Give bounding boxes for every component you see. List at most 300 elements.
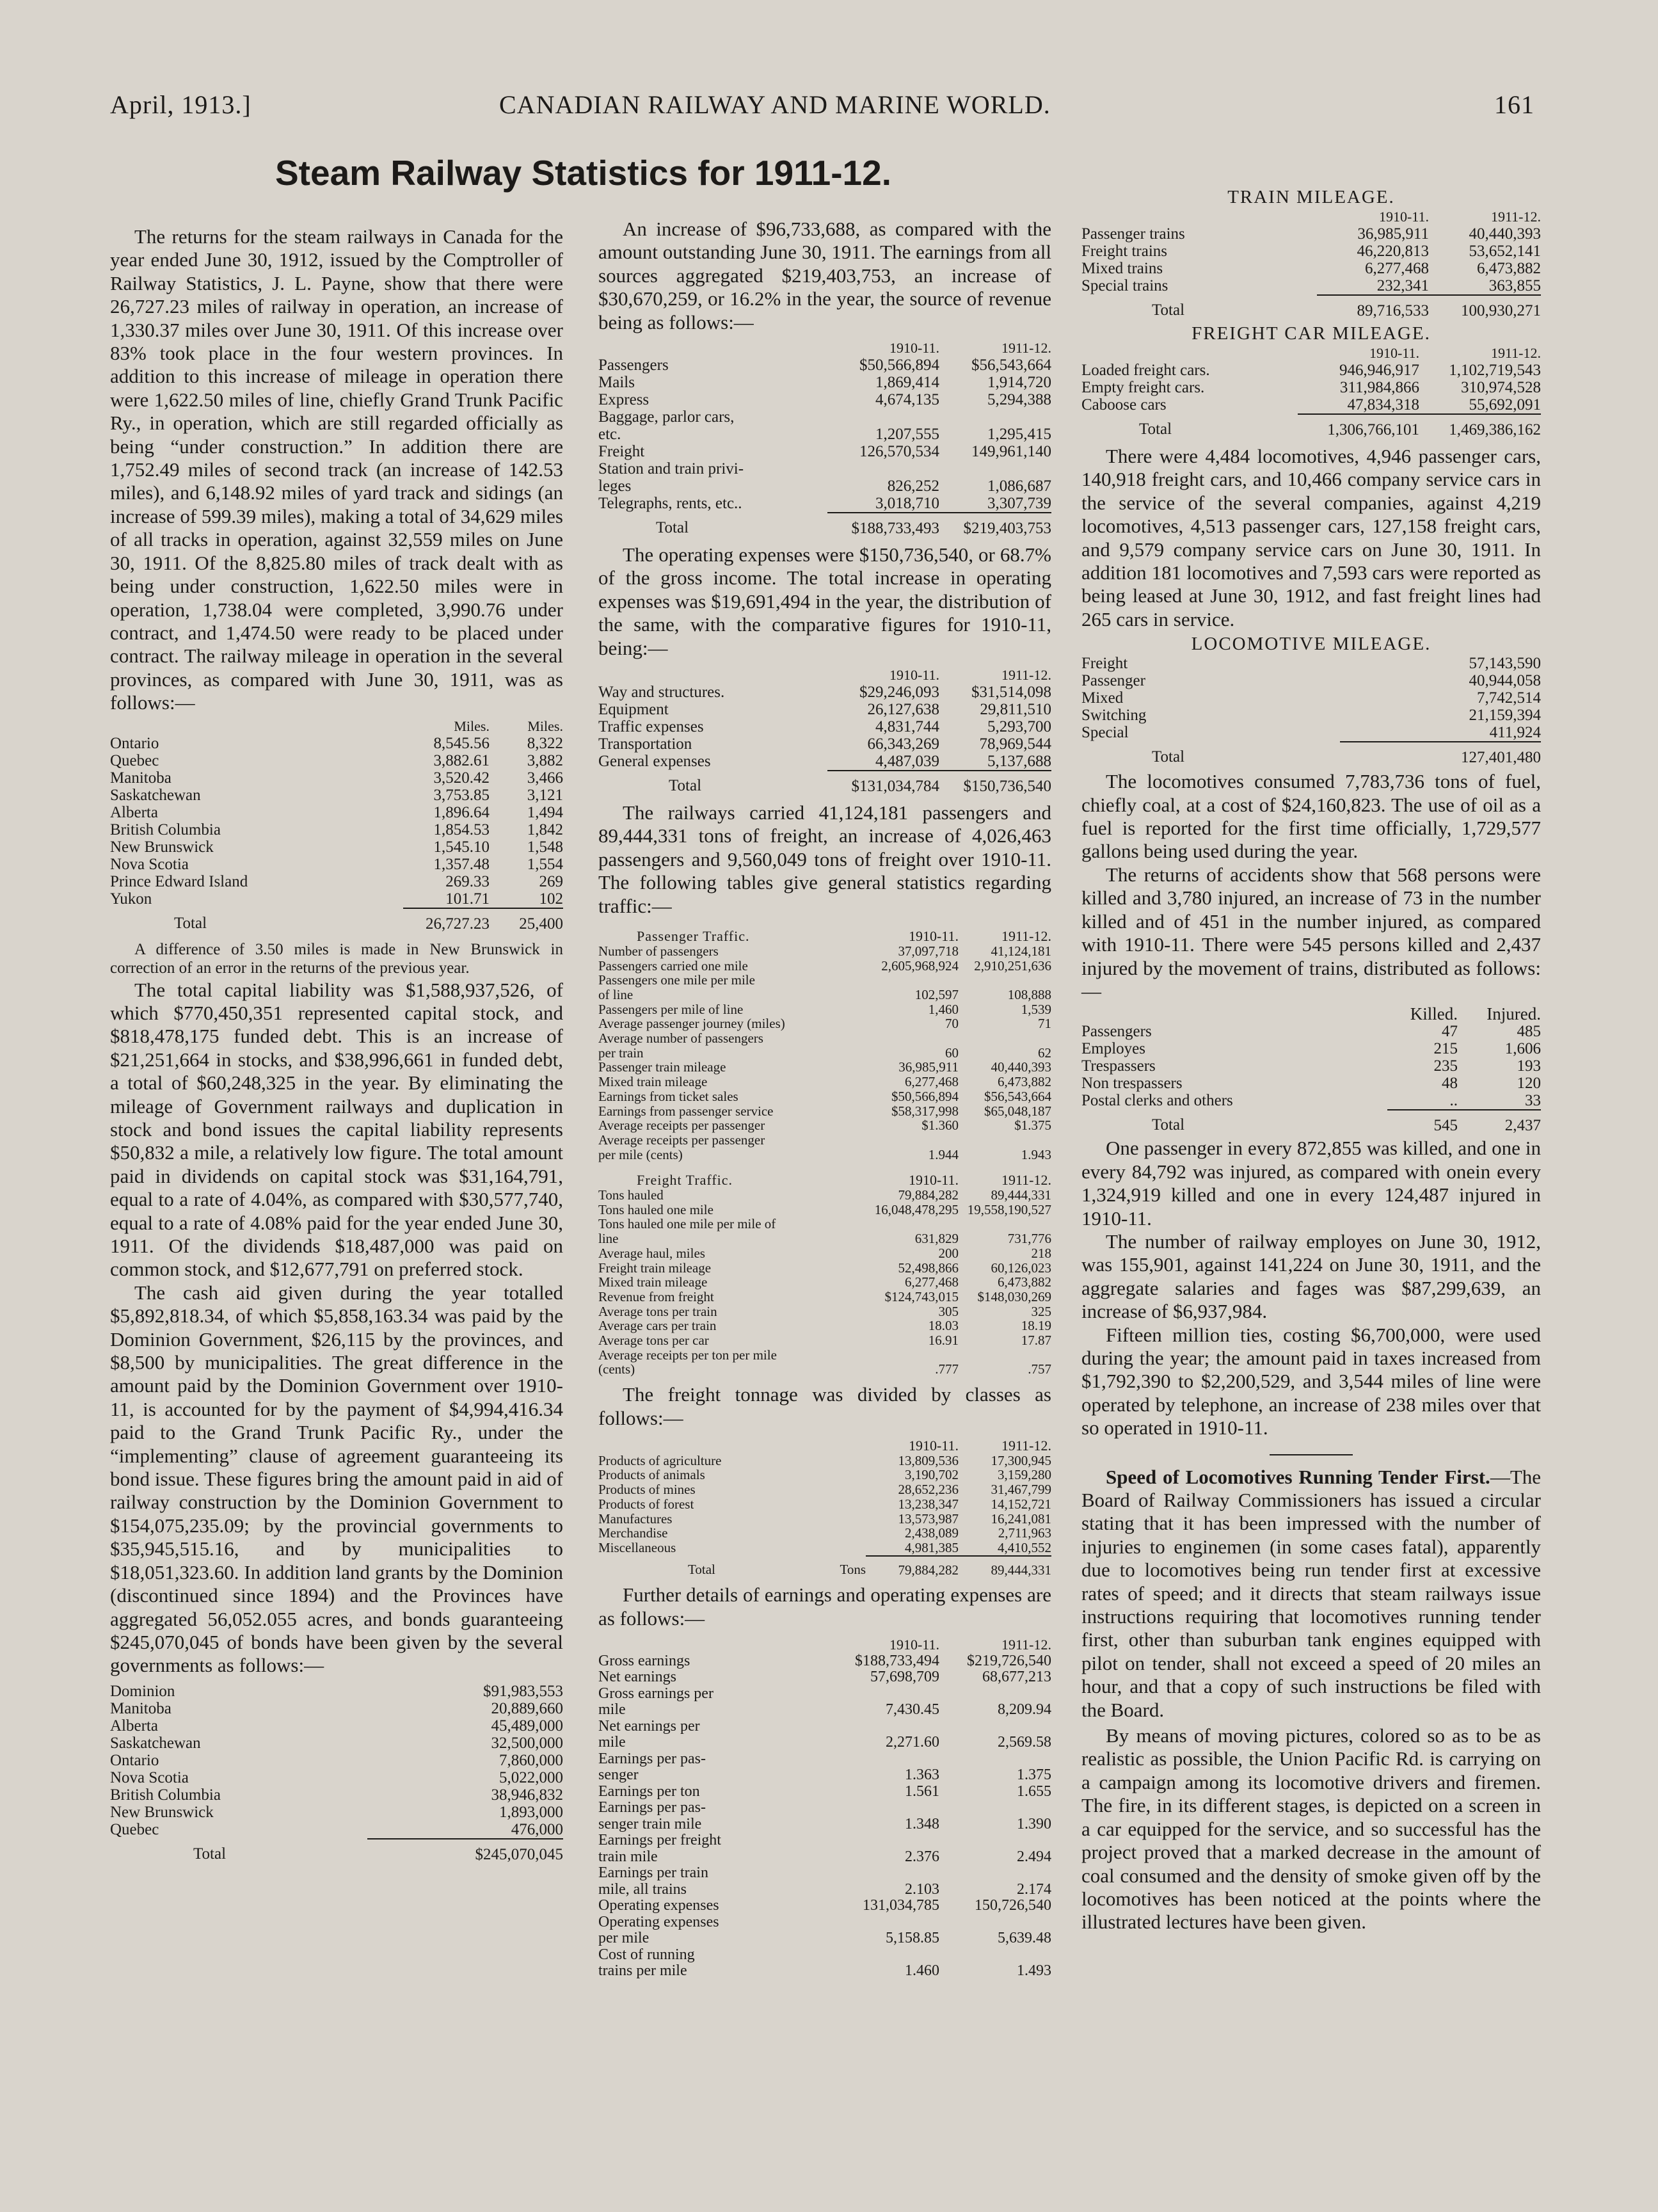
row-value: 2,910,251,636 [974, 958, 1051, 974]
row-value: $29,246,093 [859, 684, 939, 701]
row-value [827, 1800, 939, 1816]
row-value: 6,277,468 [905, 1274, 959, 1290]
table-row [110, 1717, 563, 1735]
freight-car-mileage-rows [1081, 362, 1541, 413]
row-value: 32,500,000 [491, 1734, 563, 1752]
table-row [1081, 1040, 1541, 1057]
row-value [939, 460, 1051, 477]
row-value: 2.174 [1017, 1880, 1051, 1898]
table-row [598, 1497, 1051, 1512]
row-value: 101.71 [445, 890, 490, 908]
row-value: 2,605,968,924 [881, 958, 959, 974]
row-label: train mile [598, 1848, 658, 1865]
table-row [598, 684, 1051, 701]
row-value: 1,606 [1504, 1040, 1541, 1058]
row-value [827, 1832, 939, 1849]
row-value: 20,889,660 [491, 1699, 563, 1717]
table-row [598, 1719, 1051, 1735]
row-value: 5,137,688 [987, 753, 1051, 771]
row-value: 3,466 [527, 769, 563, 787]
row-value: 2.376 [905, 1848, 939, 1865]
train-mileage-rows [1081, 225, 1541, 294]
table-row [598, 701, 1051, 718]
row-value: 40,944,058 [1469, 672, 1541, 690]
table-row [598, 1482, 1051, 1497]
row-value: 2,271.60 [886, 1734, 939, 1751]
table-row [598, 1075, 1051, 1089]
row-value: 4,674,135 [875, 391, 939, 409]
table-row [110, 769, 563, 787]
row-value: .. [1449, 1092, 1458, 1110]
row-label: Passengers [598, 357, 669, 374]
total-value: $245,070,045 [475, 1845, 563, 1863]
article-title: Steam Railway Statistics for 1911-12. [275, 153, 891, 193]
row-label: Special [1081, 724, 1129, 742]
earnings-paragraph: An increase of $96,733,688, as compared with the amount outstanding June 30, 1911. The earnings from all sources aggregated $219,403,753, an increase of $30,670,259, or 16.2% in the year, the source of revenue being as follows:— [598, 218, 1051, 333]
row-value [939, 1865, 1051, 1882]
freight-traffic-table [598, 1173, 1051, 1377]
table-row [598, 1865, 1051, 1882]
row-label: Earnings per train [598, 1864, 708, 1882]
total-value: 89,444,331 [991, 1562, 1051, 1578]
col-head-1: 1910-11. [908, 1172, 959, 1189]
row-label: New Brunswick [110, 838, 214, 856]
row-value: 21,159,394 [1469, 707, 1541, 725]
row-label: Trespassers [1081, 1057, 1156, 1075]
row-value: 79,884,282 [898, 1187, 959, 1203]
row-value: 3,307,739 [987, 495, 1051, 513]
row-label: Average receipts per passenger [598, 1132, 765, 1148]
row-value: 476,000 [511, 1820, 563, 1838]
details-paragraph: Further details of earnings and operating expenses are as follows:— [598, 1583, 1051, 1630]
row-value: 1,460 [928, 1001, 959, 1017]
row-value: $124,743,015 [884, 1288, 959, 1304]
row-value: 3,882 [527, 751, 563, 769]
row-value [827, 1719, 939, 1735]
table-row [598, 1914, 1051, 1931]
cash-aid-paragraph: The cash aid given during the year totalled $5,892,818.34, of which $5,858,163.34 was paid by the Dominion Government, $26,115 by the provinces, and $8,500 by municipalities. The great difference in the amount paid by the Dominion Government over 1910-11, is accounted for by the payment of $4,994,416.34 paid to the Grand Trunk Pacific Ry., under the “implementing” clause of agreement guaranteeing its bond issue. These figures bring the amount paid in aid of railway construction by the Dominion Government to $154,075,235.09; by the provincial governments to $35,945,515.16, and by municipalities to $18,051,323.60. In addition land grants by the Dominion (discontinued since 1894) and the Provinces have aggregated 56,052.055 acres, and bonds guaranteeing $245,070,045 of bonds have been given by the several governments as follows:— [110, 1281, 563, 1677]
expenses-table [598, 666, 1051, 795]
row-value: 200 [938, 1245, 959, 1261]
row-label: Mixed [1081, 689, 1124, 707]
row-value: 40,440,393 [1469, 225, 1541, 243]
row-value: 5,158.85 [886, 1930, 939, 1947]
row-value: 5,639.48 [998, 1930, 1051, 1947]
table-row [598, 1767, 1051, 1784]
table-row [598, 408, 1051, 426]
row-label: Average number of passengers [598, 1030, 763, 1046]
row-label: Earnings per pas- [598, 1799, 706, 1816]
table-row [598, 1016, 1051, 1031]
total-value: $188,733,493 [851, 520, 939, 538]
row-value: 3,882.61 [433, 751, 490, 769]
row-value: $188,733,494 [855, 1652, 939, 1669]
row-label: Revenue from freight [598, 1288, 714, 1304]
row-value [827, 1914, 939, 1931]
table-row [110, 1769, 563, 1786]
row-label: Express [598, 391, 650, 409]
table-row [1081, 260, 1541, 277]
row-value: 71 [1038, 1016, 1051, 1032]
row-value: 1,842 [527, 821, 563, 838]
running-head-title: CANADIAN RAILWAY AND MARINE WORLD. [499, 90, 1051, 119]
row-label: Telegraphs, rents, etc.. [598, 495, 742, 513]
row-value [959, 1133, 1051, 1148]
table-title: TRAIN MILEAGE. [1227, 187, 1395, 207]
row-label: Ontario [110, 1751, 159, 1769]
row-label: Caboose cars [1081, 396, 1167, 413]
table-row [598, 391, 1051, 408]
row-label: Operating expenses [598, 1913, 719, 1930]
table-row [598, 1849, 1051, 1866]
row-label: Quebec [110, 751, 159, 769]
row-value: 325 [1031, 1303, 1051, 1319]
row-label: Average receipts per passenger [598, 1118, 765, 1134]
row-value: $1.375 [1014, 1118, 1051, 1134]
table-row [598, 1188, 1051, 1203]
row-value: 1,896.64 [433, 803, 490, 821]
row-value: 120 [1517, 1075, 1541, 1093]
passenger-traffic-table [598, 929, 1051, 1162]
row-label: Average tons per train [598, 1303, 717, 1319]
table-row [598, 1002, 1051, 1017]
table-row [598, 1217, 1051, 1231]
row-value: 3,159,280 [998, 1467, 1051, 1483]
col-head-1: 1910-11. [889, 667, 939, 684]
row-value: 5,294,388 [987, 391, 1051, 409]
row-value: 6,473,882 [998, 1074, 1051, 1090]
table-row [110, 1735, 563, 1752]
row-value: 1.655 [1017, 1783, 1051, 1800]
row-value: 150,726,540 [975, 1897, 1051, 1914]
row-value: 3,018,710 [875, 495, 939, 513]
row-label: leges [598, 477, 632, 495]
row-value: 68,677,213 [982, 1669, 1051, 1686]
tonnage-paragraph: The freight tonnage was divided by classes as follows:— [598, 1383, 1051, 1429]
table-row [1081, 362, 1541, 379]
row-value: 305 [938, 1303, 959, 1319]
total-label: Total [1152, 748, 1185, 766]
row-label: per mile (cents) [598, 1146, 683, 1162]
table-row [598, 735, 1051, 753]
table-title: Freight Traffic. [637, 1172, 733, 1189]
spacer-cell [819, 1468, 866, 1482]
row-value: $148,030,269 [977, 1288, 1051, 1304]
table-row [598, 495, 1051, 512]
row-label: Net earnings [598, 1669, 676, 1686]
row-value: 8,545.56 [433, 734, 490, 752]
row-label: Miscellaneous [598, 1539, 676, 1555]
freight-car-mileage-table [1081, 344, 1541, 438]
row-label: Saskatchewan [110, 786, 201, 804]
row-label: Manitoba [110, 1699, 171, 1717]
bonds-rows [110, 1683, 563, 1838]
row-label: Earnings per freight [598, 1832, 721, 1849]
row-label: Cost of running [598, 1946, 695, 1963]
running-head-date: April, 1913.] [110, 90, 251, 119]
table-row [598, 460, 1051, 477]
tonnage-table [598, 1439, 1051, 1577]
row-label: Passengers carried one mile [598, 958, 748, 974]
row-label: Employes [1081, 1040, 1145, 1058]
row-value: 2,569.58 [998, 1734, 1051, 1751]
row-label: Merchandise [598, 1525, 668, 1541]
table-row [598, 1816, 1051, 1833]
table-title: FREIGHT CAR MILEAGE. [1192, 323, 1431, 344]
total-value: $219,403,753 [963, 520, 1051, 538]
row-label: General expenses [598, 753, 711, 771]
row-label: Products of agriculture [598, 1452, 722, 1468]
table-row [1081, 1057, 1541, 1075]
table-row [598, 1669, 1051, 1686]
row-value: 52,498,866 [898, 1260, 959, 1276]
row-value: 48 [1442, 1075, 1458, 1093]
table-row [110, 856, 563, 873]
row-label: etc. [598, 426, 621, 444]
row-label: mile [598, 1701, 626, 1719]
col-head-2: 1911-12. [1001, 928, 1051, 945]
row-value: 1,869,414 [875, 374, 939, 392]
row-value: 66,343,269 [867, 735, 939, 753]
total-label: Total [193, 1845, 227, 1863]
row-value [939, 1751, 1051, 1768]
total-value: $150,736,540 [963, 778, 1051, 796]
row-value: 46,220,813 [1357, 243, 1429, 260]
row-value: 28,652,236 [898, 1482, 959, 1498]
traffic-paragraph: The railways carried 41,124,181 passengers and 89,444,331 tons of freight, an increase of 4,026,463 passengers and 9,560,049 tons of freight over 1910-11. The following tables give general statistics regarding traffic:— [598, 801, 1051, 917]
row-label: Quebec [110, 1820, 159, 1838]
spacer-cell [819, 1512, 866, 1527]
row-value: 2.103 [905, 1880, 939, 1898]
row-value: 5,293,700 [987, 718, 1051, 736]
row-value: 215 [1433, 1040, 1458, 1058]
speed-paragraph [1081, 1466, 1541, 1722]
row-label: Operating expenses [598, 1897, 719, 1914]
row-label: Manitoba [110, 769, 171, 787]
table-row [1081, 1092, 1541, 1109]
table-row [598, 1784, 1051, 1800]
row-value: 41,124,181 [991, 943, 1051, 959]
table-title: LOCOMOTIVE MILEAGE. [1191, 634, 1431, 655]
row-value: 363,855 [1488, 277, 1541, 294]
table-row [1081, 396, 1541, 413]
row-value [939, 1832, 1051, 1849]
row-value: 1,207,555 [875, 426, 939, 444]
table-row [598, 1261, 1051, 1276]
row-value: 102,597 [914, 986, 959, 1002]
locomotive-mileage-rows [1081, 655, 1541, 741]
col-head-2: 1911-12. [1490, 345, 1541, 361]
row-value [959, 1031, 1051, 1046]
total-value: 26,727.23 [426, 915, 490, 933]
row-value: 269.33 [445, 872, 490, 890]
row-label: Mixed train mileage [598, 1274, 708, 1290]
row-value: 310,974,528 [1461, 379, 1541, 396]
row-value: 47 [1442, 1023, 1458, 1041]
table-row [1081, 277, 1541, 294]
row-value [939, 1719, 1051, 1735]
row-value: 1,545.10 [433, 838, 490, 856]
total-label: Total [669, 777, 702, 795]
table-row [1081, 689, 1541, 707]
table-row [110, 890, 563, 908]
table-row [598, 1231, 1051, 1246]
row-label: Passengers [1081, 1023, 1152, 1041]
row-value: 1,494 [527, 803, 563, 821]
row-label: Postal clerks and others [1081, 1092, 1233, 1110]
row-value: 53,652,141 [1469, 243, 1541, 260]
row-label: Equipment [598, 701, 669, 719]
row-value: 1.943 [1021, 1146, 1051, 1162]
row-value [939, 1947, 1051, 1964]
spacer-cell [819, 1541, 866, 1555]
row-label: Tons hauled [598, 1187, 664, 1203]
row-label: Passengers one mile per mile [598, 972, 755, 988]
row-label: Gross earnings per [598, 1685, 713, 1702]
freight-traffic-rows [598, 1188, 1051, 1377]
row-value: 1,914,720 [987, 374, 1051, 392]
earnings-details-table [598, 1637, 1051, 1980]
table-row [598, 1735, 1051, 1751]
table-row [1081, 672, 1541, 689]
table-row [1081, 243, 1541, 260]
row-value: .777 [935, 1361, 959, 1377]
intro-paragraph: The returns for the steam railways in Canada for the year ended June 30, 1912, issued by the Comptroller of Railway Statistics, J. L. Payne, show that there were 26,727.23 miles of railway in operation, an increase of 1,330.37 miles over June 30, 1911. Of this increase over 83% took place in the four western provinces. In addition to this increase of mileage in operation there were 1,622.50 miles of line, chiefly Grand Trunk Pacific Ry., in operation, which are still regarded officially as being “under construction.” In addition there are 1,752.49 miles of second track (an increase of 142.53 miles), and 6,148.92 miles of yard track and sidings (an increase of 599.39 miles), making a total of 34,629 miles of all tracks in operation, against 32,559 miles on June 30, 1911. Of the 8,825.80 miles of track dealt with as being under construction, 1,622.50 miles were in operation, 1,738.04 were completed, 3,990.76 under contract, and 1,474.50 were ready to be placed under contract. The railway mileage in operation in the several provinces, as compared with June 30, 1911, was as follows:— [110, 225, 563, 714]
spacer-cell [819, 1526, 866, 1541]
row-label: Nova Scotia [110, 1768, 189, 1786]
table-row [598, 1333, 1051, 1348]
row-value: 731,776 [1007, 1231, 1051, 1247]
row-value: 2,711,963 [998, 1525, 1051, 1541]
speed-heading: Speed of Locomotives Running Tender [1106, 1465, 1439, 1488]
col-head-2: 1911-12. [1001, 340, 1051, 357]
row-value: 60,126,023 [991, 1260, 1051, 1276]
total-value: $131,034,784 [851, 778, 939, 796]
row-value: 7,430.45 [886, 1701, 939, 1719]
moving-pictures-paragraph: By means of moving pictures, colored so as to be as realistic as possible, the Union Pacific Rd. is carrying on a campaign among its locomotive drivers and firemen. The fire, in its different stages, is depicted on a screen in a car equipped for the service, and so successful has the project proved that a marked decrease in the amount of coal consumed and the density of smoke given off by the locomotives has been noticed at the points where the illustrated lectures have been given. [1081, 1724, 1541, 1934]
row-label: Passenger train mileage [598, 1059, 726, 1075]
earnings-rows [598, 357, 1051, 512]
row-label: Freight [1081, 655, 1128, 673]
row-label: senger train mile [598, 1815, 702, 1832]
table-row [598, 1133, 1051, 1148]
col-head-2: 1911-12. [1001, 1172, 1051, 1189]
total-value: 2,437 [1504, 1117, 1541, 1135]
col-head-1: 1910-11. [1369, 345, 1419, 361]
provincial-mileage-table [110, 717, 563, 933]
table-row [598, 1832, 1051, 1849]
row-label: Nova Scotia [110, 855, 189, 873]
row-label: Products of forest [598, 1496, 694, 1512]
row-value: 1,539 [1021, 1001, 1051, 1017]
row-value: 62 [1038, 1045, 1051, 1061]
row-value: 70 [945, 1016, 959, 1032]
table-row [110, 787, 563, 804]
col-head-2: Injured. [1487, 1004, 1541, 1024]
row-label: Manufactures [598, 1511, 673, 1527]
row-value: 6,277,468 [905, 1074, 959, 1090]
earnings-table [598, 339, 1051, 537]
table-row [598, 1526, 1051, 1541]
row-value: 232,341 [1376, 277, 1429, 294]
row-value: 4,410,552 [998, 1539, 1051, 1555]
rolling-stock-paragraph: There were 4,484 locomotives, 4,946 passenger cars, 140,918 freight cars, and 10,466 company service cars in the service of the several companies, against 4,219 locomotives, 4,513 passenger cars, 127,158 freight cars, and 9,579 company service cars on June 30, 1911. In addition 181 locomotives and 7,593 cars were reported as being leased at June 30, 1912, and fast freight lines had 265 cars in service. [1081, 445, 1541, 630]
row-value [959, 973, 1051, 988]
table-title: Passenger Traffic. [637, 928, 750, 945]
row-label: Freight train mileage [598, 1260, 712, 1276]
table-row [598, 1118, 1051, 1133]
row-value: 131,034,785 [863, 1897, 939, 1914]
col-head-2: Miles. [527, 717, 563, 734]
row-value: 269 [539, 872, 563, 890]
table-row [1081, 379, 1541, 396]
table-row [598, 1275, 1051, 1290]
accidents-paragraph: The returns of accidents show that 568 persons were killed and 3,780 injured, an increase of 73 in the number killed and of 451 in the number injured, as compared with 1910-11. There were 545 persons killed and 2,437 injured by the movement of trains, distributed as follows:— [1081, 863, 1541, 1002]
row-label: Baggage, parlor cars, [598, 408, 735, 426]
col-head-1: 1910-11. [1378, 209, 1429, 225]
table-row [598, 1800, 1051, 1816]
row-label: Gross earnings [598, 1652, 690, 1669]
row-value: 1,102,719,543 [1449, 362, 1541, 379]
spacer-cell [819, 1454, 866, 1468]
row-label: Transportation [598, 735, 692, 753]
row-value: 1.460 [905, 1962, 939, 1980]
table-row [598, 1046, 1051, 1061]
row-value: $56,543,664 [971, 357, 1051, 374]
passenger-traffic-rows [598, 944, 1051, 1162]
row-label: New Brunswick [110, 1803, 214, 1821]
table-row [598, 1702, 1051, 1719]
row-value: $91,983,553 [483, 1682, 563, 1700]
page-number: 161 [1494, 90, 1534, 119]
row-label: per train [598, 1045, 644, 1061]
row-label: Earnings from passenger service [598, 1103, 774, 1119]
row-label: Passengers per mile of line [598, 1001, 744, 1017]
row-value [827, 1751, 939, 1768]
row-value [827, 1686, 939, 1703]
row-value: 16,048,478,295 [874, 1201, 959, 1217]
col-head-1: Killed. [1410, 1004, 1458, 1024]
table-row [598, 1246, 1051, 1261]
table-row [1081, 655, 1541, 672]
row-label: Traffic expenses [598, 718, 704, 736]
row-label: Freight trains [1081, 243, 1168, 260]
total-label: Total [1139, 421, 1172, 438]
row-label: Average passenger journey (miles) [598, 1016, 785, 1032]
total-value: 79,884,282 [898, 1562, 959, 1578]
row-label: Passenger [1081, 672, 1145, 690]
row-value [939, 408, 1051, 426]
row-label: Number of passengers [598, 943, 719, 959]
row-value: 60 [945, 1045, 959, 1061]
total-value: 1,469,386,162 [1449, 421, 1541, 438]
row-value: 2.494 [1017, 1848, 1051, 1865]
table-row [598, 1031, 1051, 1046]
row-label: Mails [598, 374, 635, 392]
total-label: Total [656, 519, 689, 537]
row-value: 1.363 [905, 1767, 939, 1784]
row-value: 1,854.53 [433, 821, 490, 838]
table-row [598, 944, 1051, 959]
row-value: 3,190,702 [905, 1467, 959, 1483]
col-head-1: 1910-11. [889, 1637, 939, 1653]
row-label: trains per mile [598, 1962, 687, 1980]
table-row [598, 477, 1051, 495]
row-value: 29,811,510 [980, 701, 1051, 719]
speed-heading-end: First. [1444, 1465, 1490, 1488]
table-row [598, 1148, 1051, 1162]
row-value: $50,566,894 [891, 1088, 959, 1104]
